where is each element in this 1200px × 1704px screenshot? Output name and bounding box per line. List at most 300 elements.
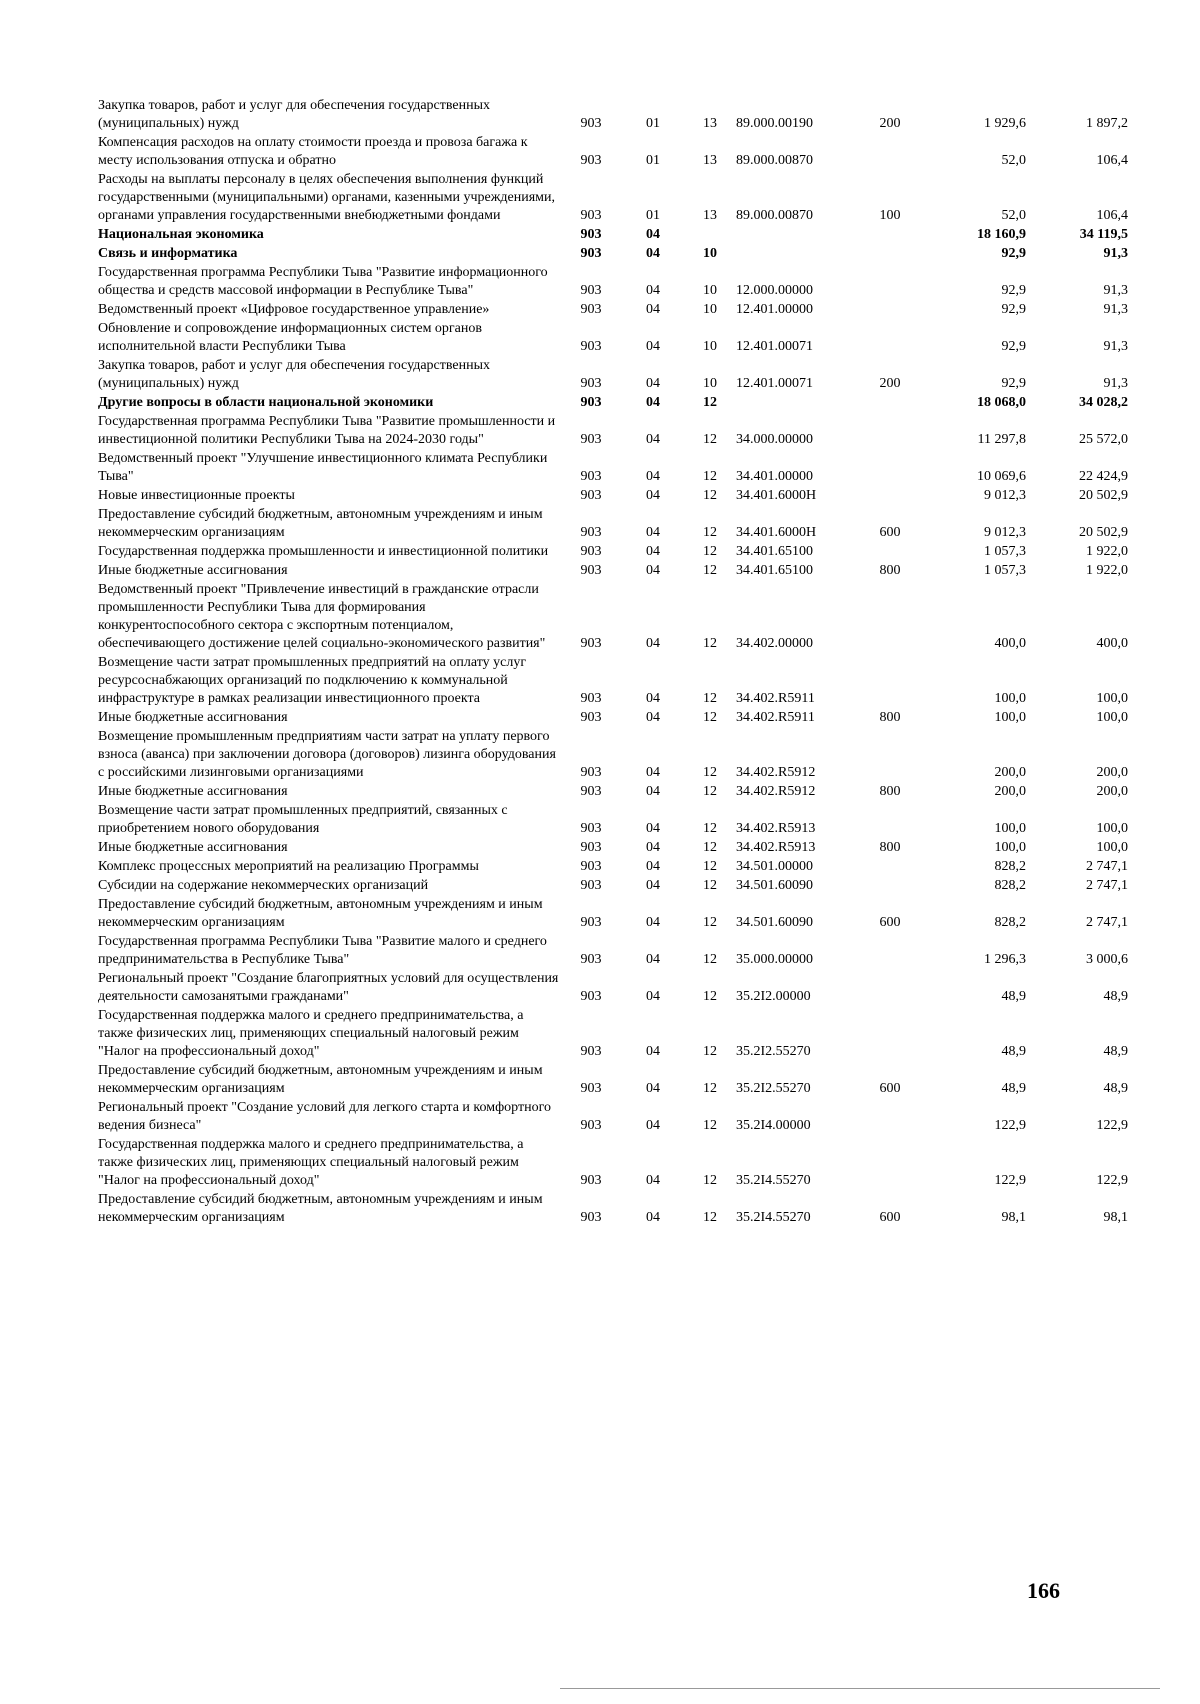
table-row	[98, 932, 1128, 969]
row-expense-type-code	[860, 1006, 920, 1061]
row-target-article-code: 34.401.65100	[736, 563, 813, 578]
table-row	[98, 300, 1128, 319]
row-subsection-code: 12	[703, 878, 717, 893]
row-section-code: 04	[646, 246, 660, 261]
row-expense-type-code	[860, 300, 920, 319]
row-target-article-code: 34.402.R5911	[736, 710, 815, 725]
row-grbs-code: 903	[580, 952, 602, 967]
row-section-code: 04	[646, 859, 660, 874]
table-row	[98, 542, 1128, 561]
row-expense-type-code	[860, 801, 920, 838]
row-target-article-code: 34.402.00000	[736, 636, 813, 651]
row-amount-year-2: 1 922,0	[1086, 563, 1128, 578]
row-expense-type-code: 800	[879, 710, 901, 725]
row-expense-type-code	[860, 449, 920, 486]
row-amount-year-1: 11 297,8	[977, 432, 1026, 447]
row-section-code: 04	[646, 840, 660, 855]
table-row	[98, 1190, 1128, 1227]
row-subsection-code: 12	[703, 525, 717, 540]
row-subsection-code: 10	[703, 302, 717, 317]
row-name: Государственная поддержка малого и среднего предпринимательства, а также физических лиц, применяющих специальный налоговый режим "Налог на профессиональный доход"	[98, 1008, 524, 1059]
budget-table	[98, 96, 1128, 1227]
row-expense-type-code	[860, 542, 920, 561]
row-subsection-code: 13	[703, 153, 717, 168]
table-row	[98, 133, 1128, 170]
row-name: Государственная поддержка малого и среднего предпринимательства, а также физических лиц, применяющих специальный налоговый режим "Налог на профессиональный доход"	[98, 1137, 524, 1188]
row-target-article-code: 35.2I2.55270	[736, 1081, 811, 1096]
row-amount-year-2: 25 572,0	[1079, 432, 1128, 447]
row-grbs-code: 903	[580, 116, 602, 131]
row-target-article-code: 35.2I2.55270	[736, 1044, 811, 1059]
row-target-article-code: 12.000.00000	[736, 283, 813, 298]
row-section-code: 04	[646, 525, 660, 540]
row-target-article-code	[736, 393, 860, 412]
row-expense-type-code	[860, 393, 920, 412]
row-target-article-code: 12.401.00071	[736, 339, 813, 354]
row-amount-year-2: 22 424,9	[1079, 469, 1128, 484]
table-row	[98, 412, 1128, 449]
row-amount-year-2: 200,0	[1096, 765, 1128, 780]
row-section-code: 04	[646, 784, 660, 799]
row-subsection-code: 12	[703, 563, 717, 578]
row-section-code: 04	[646, 710, 660, 725]
row-section-code: 04	[646, 1044, 660, 1059]
table-row	[98, 1006, 1128, 1061]
row-expense-type-code: 100	[879, 208, 901, 223]
row-name: Возмещение части затрат промышленных предприятий на оплату услуг ресурсоснабжающих организаций по подключению к коммунальной инфраструктуре в рамках реализации инвестиционного проекта	[98, 655, 527, 706]
row-subsection-code	[684, 225, 736, 244]
row-target-article-code: 34.402.R5913	[736, 840, 816, 855]
row-target-article-code: 34.402.R5912	[736, 765, 816, 780]
row-target-article-code: 35.2I4.00000	[736, 1118, 811, 1133]
row-grbs-code: 903	[580, 469, 602, 484]
row-section-code: 04	[646, 765, 660, 780]
row-target-article-code: 35.2I4.55270	[736, 1210, 811, 1225]
row-subsection-code: 13	[703, 208, 717, 223]
row-name: Обновление и сопровождение информационных систем органов исполнительной власти Республики Тыва	[98, 321, 482, 354]
table-row	[98, 319, 1128, 356]
table-row	[98, 225, 1128, 244]
row-amount-year-2: 91,3	[1103, 246, 1128, 261]
row-target-article-code: 34.401.65100	[736, 544, 813, 559]
row-grbs-code: 903	[580, 153, 602, 168]
row-amount-year-1: 200,0	[994, 765, 1026, 780]
table-row	[98, 838, 1128, 857]
row-name: Национальная экономика	[98, 227, 264, 242]
row-amount-year-2: 200,0	[1096, 784, 1128, 799]
row-amount-year-1: 92,9	[1001, 283, 1026, 298]
table-row	[98, 895, 1128, 932]
row-amount-year-1: 122,9	[994, 1118, 1026, 1133]
table-row	[98, 356, 1128, 393]
row-target-article-code: 35.2I2.00000	[736, 989, 811, 1004]
row-section-code: 04	[646, 302, 660, 317]
row-amount-year-1: 92,9	[1001, 376, 1026, 391]
row-name: Предоставление субсидий бюджетным, автономным учреждениям и иным некоммерческим организациям	[98, 897, 543, 930]
row-grbs-code: 903	[580, 859, 602, 874]
row-amount-year-1: 828,2	[994, 878, 1026, 893]
row-expense-type-code	[860, 412, 920, 449]
row-section-code: 04	[646, 989, 660, 1004]
row-amount-year-1: 1 057,3	[984, 544, 1026, 559]
row-section-code: 04	[646, 376, 660, 391]
row-expense-type-code: 800	[879, 784, 901, 799]
row-expense-type-code	[860, 244, 920, 263]
row-section-code: 04	[646, 1210, 660, 1225]
row-subsection-code: 12	[703, 691, 717, 706]
row-name: Расходы на выплаты персоналу в целях обеспечения выполнения функций государственными (муниципальными) органами, казенными учреждениями, органами управления государственными внебюджетными фондами	[98, 172, 555, 223]
table-row	[98, 486, 1128, 505]
row-amount-year-1: 100,0	[994, 840, 1026, 855]
row-amount-year-1: 18 068,0	[977, 395, 1026, 410]
row-name: Предоставление субсидий бюджетным, автономным учреждениям и иным некоммерческим организациям	[98, 1192, 543, 1225]
row-target-article-code: 35.000.00000	[736, 952, 813, 967]
row-name: Возмещение части затрат промышленных предприятий, связанных с приобретением нового оборудования	[98, 803, 508, 836]
row-name: Закупка товаров, работ и услуг для обеспечения государственных (муниципальных) нужд	[98, 358, 491, 391]
row-subsection-code: 12	[703, 395, 717, 410]
table-row	[98, 263, 1128, 300]
row-target-article-code: 89.000.00190	[736, 116, 813, 131]
table-row	[98, 393, 1128, 412]
row-expense-type-code: 800	[879, 840, 901, 855]
table-row	[98, 857, 1128, 876]
row-grbs-code: 903	[580, 691, 602, 706]
row-section-code: 04	[646, 878, 660, 893]
row-name: Предоставление субсидий бюджетным, автономным учреждениям и иным некоммерческим организациям	[98, 1063, 543, 1096]
row-grbs-code: 903	[580, 1118, 602, 1133]
row-section-code: 04	[646, 227, 660, 242]
row-subsection-code: 12	[703, 915, 717, 930]
row-amount-year-2: 100,0	[1096, 840, 1128, 855]
table-row	[98, 1061, 1128, 1098]
row-section-code: 04	[646, 339, 660, 354]
row-subsection-code: 10	[703, 339, 717, 354]
row-target-article-code: 34.402.R5911	[736, 691, 815, 706]
row-grbs-code: 903	[580, 1173, 602, 1188]
row-section-code: 01	[646, 116, 660, 131]
row-target-article-code: 34.402.R5912	[736, 784, 816, 799]
table-row	[98, 505, 1128, 542]
row-subsection-code: 13	[703, 116, 717, 131]
row-section-code: 04	[646, 636, 660, 651]
row-amount-year-2: 20 502,9	[1079, 488, 1128, 503]
row-amount-year-2: 122,9	[1096, 1118, 1128, 1133]
row-expense-type-code: 600	[879, 525, 901, 540]
row-target-article-code: 89.000.00870	[736, 153, 813, 168]
row-name: Ведомственный проект "Привлечение инвестиций в гражданские отрасли промышленности Республики Тыва для формирования конкурентоспособного сектора с экспортным потенциалом, обеспечивающего достижение целей социально-экономического развития"	[98, 582, 546, 651]
row-amount-year-2: 48,9	[1103, 1081, 1128, 1096]
row-expense-type-code: 600	[879, 915, 901, 930]
row-grbs-code: 903	[580, 432, 602, 447]
row-expense-type-code	[860, 263, 920, 300]
row-subsection-code: 12	[703, 840, 717, 855]
row-grbs-code: 903	[580, 636, 602, 651]
row-expense-type-code	[860, 1098, 920, 1135]
row-amount-year-2: 100,0	[1096, 710, 1128, 725]
row-amount-year-1: 18 160,9	[977, 227, 1026, 242]
row-subsection-code: 10	[703, 283, 717, 298]
row-subsection-code: 12	[703, 636, 717, 651]
table-row	[98, 1135, 1128, 1190]
row-expense-type-code	[860, 932, 920, 969]
row-grbs-code: 903	[580, 784, 602, 799]
row-amount-year-1: 400,0	[994, 636, 1026, 651]
row-name: Государственная программа Республики Тыва "Развитие информационного общества и средств массовой информации в Республике Тыва"	[98, 265, 548, 298]
budget-table-body	[98, 96, 1128, 1227]
row-section-code: 04	[646, 821, 660, 836]
row-amount-year-1: 1 296,3	[984, 952, 1026, 967]
row-amount-year-1: 10 069,6	[977, 469, 1026, 484]
row-target-article-code: 35.2I4.55270	[736, 1173, 811, 1188]
row-section-code: 04	[646, 1081, 660, 1096]
row-expense-type-code	[860, 969, 920, 1006]
row-grbs-code: 903	[580, 339, 602, 354]
row-amount-year-2: 2 747,1	[1086, 859, 1128, 874]
row-grbs-code: 903	[580, 1210, 602, 1225]
row-grbs-code: 903	[580, 989, 602, 1004]
row-expense-type-code: 800	[879, 563, 901, 578]
row-amount-year-1: 1 057,3	[984, 563, 1026, 578]
row-name: Комплекс процессных мероприятий на реализацию Программы	[98, 859, 479, 874]
row-subsection-code: 12	[703, 1210, 717, 1225]
row-amount-year-1: 100,0	[994, 821, 1026, 836]
row-amount-year-2: 34 028,2	[1079, 395, 1128, 410]
row-name: Закупка товаров, работ и услуг для обеспечения государственных (муниципальных) нужд	[98, 98, 491, 131]
row-amount-year-2: 400,0	[1096, 636, 1128, 651]
row-amount-year-2: 100,0	[1096, 821, 1128, 836]
row-target-article-code: 34.501.60090	[736, 915, 813, 930]
table-row	[98, 449, 1128, 486]
table-row	[98, 876, 1128, 895]
row-name: Другие вопросы в области национальной экономики	[98, 395, 434, 410]
row-expense-type-code: 200	[879, 376, 901, 391]
row-amount-year-1: 122,9	[994, 1173, 1026, 1188]
row-section-code: 04	[646, 915, 660, 930]
row-subsection-code: 12	[703, 488, 717, 503]
table-row	[98, 653, 1128, 708]
row-amount-year-2: 100,0	[1096, 691, 1128, 706]
row-amount-year-2: 91,3	[1103, 376, 1128, 391]
row-grbs-code: 903	[580, 878, 602, 893]
row-subsection-code: 12	[703, 989, 717, 1004]
row-section-code: 04	[646, 1173, 660, 1188]
row-target-article-code: 89.000.00870	[736, 208, 813, 223]
row-section-code: 04	[646, 432, 660, 447]
table-row	[98, 580, 1128, 653]
table-row	[98, 1098, 1128, 1135]
row-name: Новые инвестиционные проекты	[98, 488, 295, 503]
row-name: Предоставление субсидий бюджетным, автономным учреждениям и иным некоммерческим организациям	[98, 507, 543, 540]
row-grbs-code: 903	[580, 563, 602, 578]
table-row	[98, 727, 1128, 782]
row-subsection-code: 12	[703, 469, 717, 484]
row-subsection-code: 12	[703, 1044, 717, 1059]
row-amount-year-1: 92,9	[1001, 246, 1026, 261]
row-amount-year-2: 3 000,6	[1086, 952, 1128, 967]
row-target-article-code: 34.501.00000	[736, 859, 813, 874]
row-amount-year-1: 48,9	[1001, 1081, 1026, 1096]
row-name: Государственная поддержка промышленности и инвестиционной политики	[98, 544, 549, 559]
table-row	[98, 96, 1128, 133]
row-target-article-code: 12.401.00071	[736, 376, 813, 391]
row-grbs-code: 903	[580, 544, 602, 559]
row-target-article-code: 34.000.00000	[736, 432, 813, 447]
row-section-code: 04	[646, 1118, 660, 1133]
row-section-code: 04	[646, 283, 660, 298]
row-amount-year-2: 48,9	[1103, 1044, 1128, 1059]
row-grbs-code: 903	[580, 302, 602, 317]
row-amount-year-2: 2 747,1	[1086, 878, 1128, 893]
row-expense-type-code: 600	[879, 1081, 901, 1096]
row-subsection-code: 12	[703, 765, 717, 780]
row-amount-year-1: 48,9	[1001, 1044, 1026, 1059]
row-subsection-code: 12	[703, 952, 717, 967]
row-section-code: 01	[646, 153, 660, 168]
row-amount-year-2: 122,9	[1096, 1173, 1128, 1188]
row-section-code: 04	[646, 469, 660, 484]
row-subsection-code: 12	[703, 784, 717, 799]
row-name: Государственная программа Республики Тыва "Развитие промышленности и инвестиционной политики Республики Тыва на 2024-2030 годы"	[98, 414, 556, 447]
row-amount-year-1: 828,2	[994, 859, 1026, 874]
row-name: Иные бюджетные ассигнования	[98, 710, 288, 725]
row-subsection-code: 12	[703, 859, 717, 874]
row-amount-year-1: 98,1	[1001, 1210, 1026, 1225]
row-name: Государственная программа Республики Тыва "Развитие малого и среднего предпринимательства в Республике Тыва"	[98, 934, 547, 967]
table-row	[98, 244, 1128, 263]
row-name: Компенсация расходов на оплату стоимости проезда и провоза багажа к месту использования отпуска и обратно	[98, 135, 528, 168]
row-section-code: 01	[646, 208, 660, 223]
row-grbs-code: 903	[580, 1044, 602, 1059]
row-name: Возмещение промышленным предприятиям части затрат на уплату первого взноса (аванса) при заключении договора (договоров) лизинга оборудования с российскими лизинговыми организациями	[98, 729, 556, 780]
row-name: Ведомственный проект "Улучшение инвестиционного климата Республики Тыва"	[98, 451, 548, 484]
row-subsection-code: 12	[703, 544, 717, 559]
row-amount-year-1: 92,9	[1001, 302, 1026, 317]
row-target-article-code: 34.401.6000Н	[736, 488, 817, 503]
row-grbs-code: 903	[580, 376, 602, 391]
row-name: Иные бюджетные ассигнования	[98, 840, 288, 855]
row-expense-type-code	[860, 319, 920, 356]
row-amount-year-1: 9 012,3	[984, 525, 1026, 540]
row-amount-year-1: 200,0	[994, 784, 1026, 799]
row-name: Связь и информатика	[98, 246, 238, 261]
row-amount-year-2: 91,3	[1103, 339, 1128, 354]
row-amount-year-2: 48,9	[1103, 989, 1128, 1004]
row-target-article-code: 34.401.6000Н	[736, 525, 817, 540]
row-target-article-code	[736, 244, 860, 263]
row-expense-type-code	[860, 727, 920, 782]
row-target-article-code: 34.401.00000	[736, 469, 813, 484]
table-row	[98, 969, 1128, 1006]
row-target-article-code	[736, 225, 860, 244]
row-grbs-code: 903	[580, 840, 602, 855]
row-expense-type-code	[860, 876, 920, 895]
row-expense-type-code	[860, 1135, 920, 1190]
row-grbs-code: 903	[580, 821, 602, 836]
row-subsection-code: 12	[703, 821, 717, 836]
row-grbs-code: 903	[580, 525, 602, 540]
row-name: Ведомственный проект «Цифровое государственное управление»	[98, 302, 490, 317]
row-target-article-code: 34.501.60090	[736, 878, 813, 893]
row-expense-type-code	[860, 133, 920, 170]
bottom-divider	[560, 1688, 1160, 1689]
row-subsection-code: 12	[703, 710, 717, 725]
row-name: Субсидии на содержание некоммерческих организаций	[98, 878, 429, 893]
row-amount-year-2: 1 897,2	[1086, 116, 1128, 131]
row-expense-type-code	[860, 857, 920, 876]
row-name: Иные бюджетные ассигнования	[98, 784, 288, 799]
row-amount-year-2: 1 922,0	[1086, 544, 1128, 559]
row-grbs-code: 903	[580, 488, 602, 503]
row-amount-year-1: 828,2	[994, 915, 1026, 930]
row-grbs-code: 903	[580, 227, 602, 242]
row-section-code: 04	[646, 952, 660, 967]
row-amount-year-2: 2 747,1	[1086, 915, 1128, 930]
row-grbs-code: 903	[580, 765, 602, 780]
row-grbs-code: 903	[580, 395, 602, 410]
row-name: Региональный проект "Создание условий для легкого старта и комфортного ведения бизнеса"	[98, 1100, 551, 1133]
row-expense-type-code	[860, 653, 920, 708]
row-grbs-code: 903	[580, 283, 602, 298]
row-amount-year-2: 91,3	[1103, 302, 1128, 317]
row-grbs-code: 903	[580, 710, 602, 725]
row-grbs-code: 903	[580, 246, 602, 261]
row-amount-year-1: 100,0	[994, 691, 1026, 706]
row-amount-year-2: 98,1	[1103, 1210, 1128, 1225]
row-expense-type-code	[860, 486, 920, 505]
row-amount-year-1: 48,9	[1001, 989, 1026, 1004]
row-target-article-code: 34.402.R5913	[736, 821, 816, 836]
table-row	[98, 801, 1128, 838]
row-expense-type-code: 600	[879, 1210, 901, 1225]
row-target-article-code: 12.401.00000	[736, 302, 813, 317]
row-subsection-code: 12	[703, 432, 717, 447]
row-subsection-code: 12	[703, 1118, 717, 1133]
table-row	[98, 561, 1128, 580]
row-amount-year-1: 9 012,3	[984, 488, 1026, 503]
table-row	[98, 782, 1128, 801]
row-subsection-code: 12	[703, 1173, 717, 1188]
row-section-code: 04	[646, 544, 660, 559]
row-subsection-code: 10	[703, 246, 717, 261]
row-grbs-code: 903	[580, 208, 602, 223]
row-expense-type-code: 200	[879, 116, 901, 131]
row-grbs-code: 903	[580, 915, 602, 930]
row-subsection-code: 12	[703, 1081, 717, 1096]
page-number: 166	[1027, 1578, 1060, 1603]
row-amount-year-1: 100,0	[994, 710, 1026, 725]
row-section-code: 04	[646, 488, 660, 503]
row-expense-type-code	[860, 580, 920, 653]
row-amount-year-1: 1 929,6	[984, 116, 1026, 131]
row-amount-year-2: 106,4	[1096, 208, 1128, 223]
row-expense-type-code	[860, 225, 920, 244]
row-section-code: 04	[646, 395, 660, 410]
row-section-code: 04	[646, 691, 660, 706]
row-name: Региональный проект "Создание благоприятных условий для осуществления деятельности самозанятыми гражданами"	[98, 971, 559, 1004]
row-section-code: 04	[646, 563, 660, 578]
row-amount-year-1: 92,9	[1001, 339, 1026, 354]
row-amount-year-2: 20 502,9	[1079, 525, 1128, 540]
row-amount-year-2: 106,4	[1096, 153, 1128, 168]
row-amount-year-2: 91,3	[1103, 283, 1128, 298]
row-amount-year-2: 34 119,5	[1079, 227, 1128, 242]
row-amount-year-1: 52,0	[1001, 153, 1026, 168]
table-row	[98, 708, 1128, 727]
row-name: Иные бюджетные ассигнования	[98, 563, 288, 578]
row-subsection-code: 10	[703, 376, 717, 391]
table-row	[98, 170, 1128, 225]
row-grbs-code: 903	[580, 1081, 602, 1096]
